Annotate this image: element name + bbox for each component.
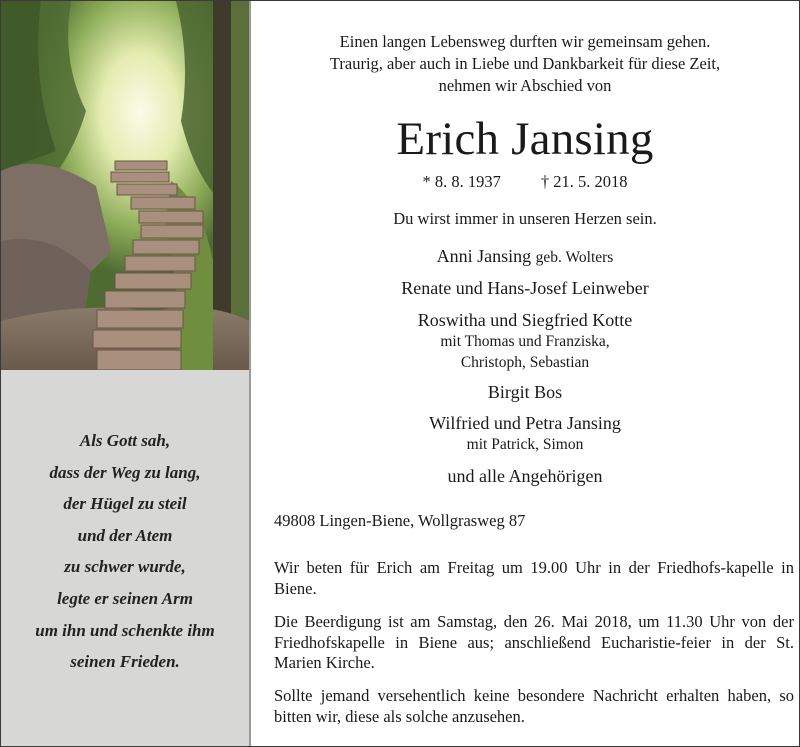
- mourner-wilfried: [251, 412, 799, 455]
- mourner-children: mit Thomas und Franziska,: [440, 333, 610, 350]
- deceased-name: Erich Jansing: [396, 113, 654, 165]
- intro-line: nehmen wir Abschied von: [438, 76, 612, 95]
- death-date: † 21. 5. 2018: [540, 172, 628, 191]
- motto: Du wirst immer in unseren Herzen sein.: [393, 209, 657, 228]
- mourner-children: mit Patrick, Simon: [466, 436, 584, 453]
- birth-date: * 8. 8. 1937: [422, 172, 501, 191]
- mourner-maiden-name: geb. Wolters: [535, 249, 614, 266]
- intro-line: Traurig, aber auch in Liebe und Dankbarkeit für diese Zeit,: [329, 54, 721, 73]
- mourner-children: Christoph, Sebastian: [460, 354, 590, 371]
- poem-line: um ihn und schenkte ihm: [35, 620, 215, 640]
- life-dates: [251, 171, 799, 193]
- left-column: [1, 1, 249, 746]
- prayer-notice: Wir beten für Erich am Freitag um 19.00 Uhr in der Friedhofs-kapelle in Biene.: [274, 558, 794, 598]
- mourner-name: Wilfried und Petra Jansing: [429, 413, 621, 433]
- funeral-notice: Die Beerdigung ist am Samstag, den 26. Mai 2018, um 11.30 Uhr von der Friedhofskapelle in Biene aus; anschließend Eucharistie-feier in der St. Marien Kirche.: [274, 612, 794, 672]
- poem-line: dass der Weg zu lang,: [49, 462, 201, 482]
- mourner-birgit: Birgit Bos: [487, 382, 563, 402]
- poem-line: und der Atem: [77, 525, 173, 545]
- poem-line: Als Gott sah,: [79, 431, 171, 450]
- mourner-name: Anni Jansing: [436, 246, 532, 266]
- poem-line: legte er seinen Arm: [57, 588, 193, 608]
- closing-notice: Sollte jemand versehentlich keine besondere Nachricht erhalten haben, so bitten wir, diese als solche anzusehen.: [274, 686, 794, 726]
- mourner-anni: [251, 245, 799, 269]
- mourner-renate: Renate und Hans-Josef Leinweber: [401, 278, 649, 298]
- mourner-name: Roswitha und Siegfried Kotte: [417, 310, 633, 330]
- stairs-forest-photo: [1, 1, 249, 370]
- address: 49808 Lingen-Biene, Wollgrasweg 87: [274, 511, 526, 530]
- quote-panel: [1, 370, 249, 746]
- poem-line: seinen Frieden.: [70, 652, 180, 672]
- poem-line: der Hügel zu steil: [63, 494, 187, 514]
- mourner-roswitha: [251, 309, 799, 373]
- poem-line: zu schwer wurde,: [64, 557, 186, 577]
- poem: [1, 425, 249, 678]
- intro-line: Einen langen Lebensweg durften wir gemeinsam gehen.: [339, 32, 711, 51]
- intro-text: [251, 31, 799, 97]
- right-column: [251, 1, 799, 746]
- mourner-others: und alle Angehörigen: [447, 466, 603, 486]
